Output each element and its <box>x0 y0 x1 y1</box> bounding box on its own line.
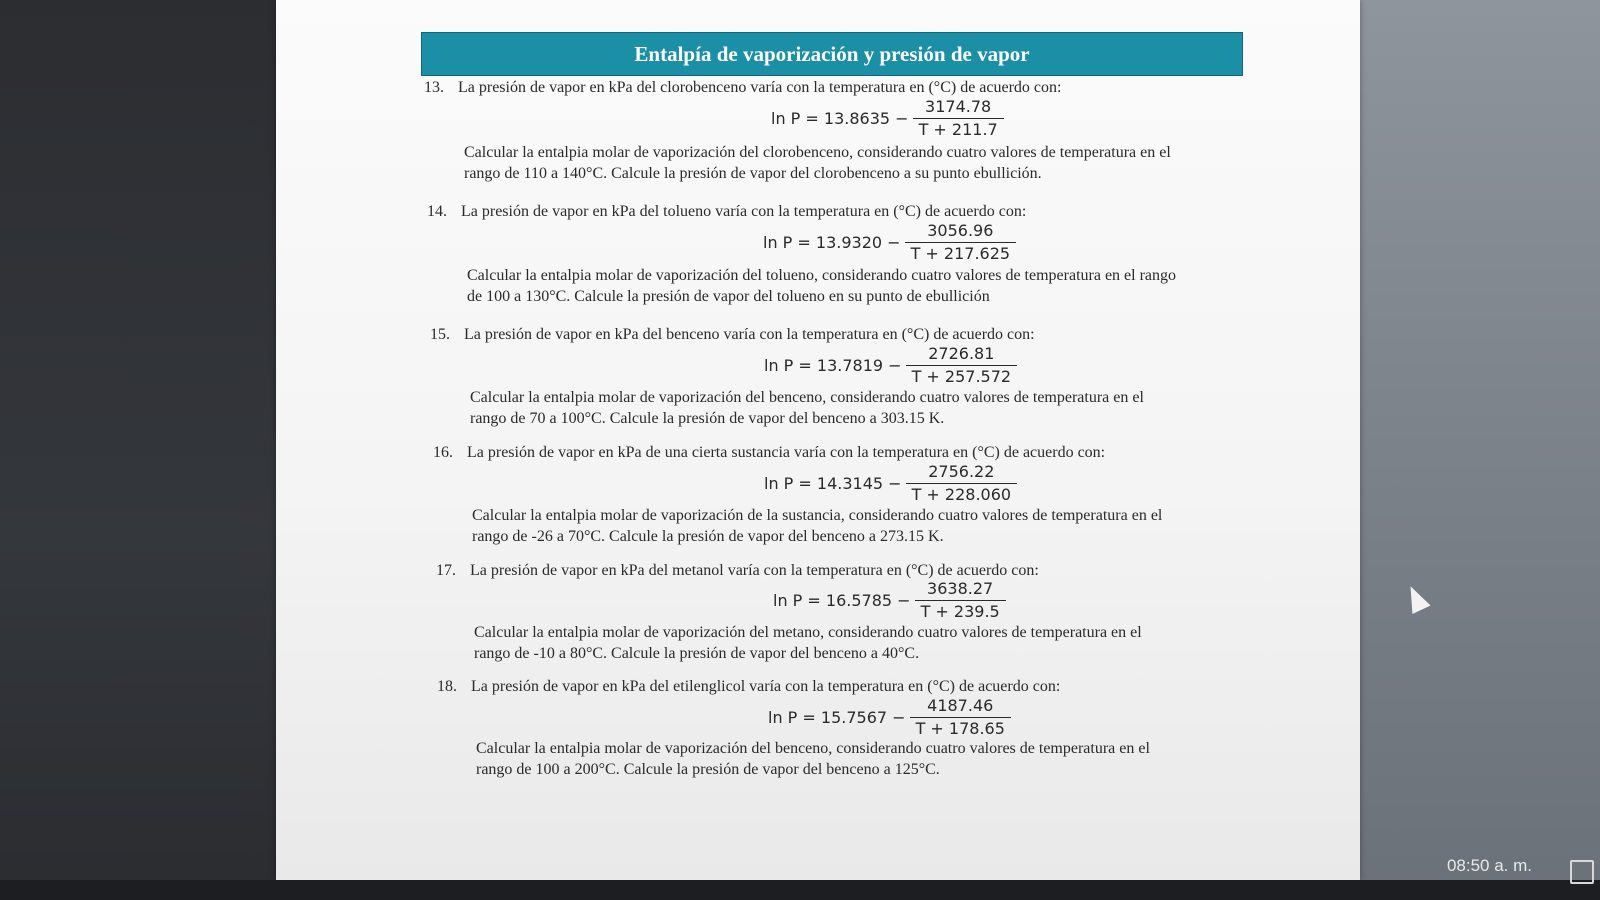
fraction-numerator: 2726.81 <box>928 344 995 363</box>
problem-statement: La presión de vapor en kPa del tolueno varía con la temperatura en (°C) de acuerdo con: <box>461 203 1027 220</box>
equation-lhs: ln P = 16.5785 − <box>773 591 911 610</box>
equation-fraction <box>913 96 1004 141</box>
task-line: rango de -26 a 70°C. Calcule la presión de vapor del benceno a 273.15 K. <box>472 528 944 545</box>
fraction-numerator: 2756.22 <box>928 462 995 481</box>
problem-13 <box>424 78 1061 98</box>
problem-15 <box>430 325 1035 345</box>
task-line: rango de 100 a 200°C. Calcule la presión de vapor del benceno a 125°C. <box>476 761 940 778</box>
problem-statement: La presión de vapor en kPa del metanol varía con la temperatura en (°C) de acuerdo con: <box>470 562 1039 579</box>
problem-task <box>467 265 1247 307</box>
equation-fraction <box>910 695 1011 740</box>
task-line: Calcular la entalpia molar de vaporización del benceno, considerando cuatro valores de temperatura en el <box>476 740 1150 757</box>
problem-number: 13. <box>424 79 444 96</box>
equation-lhs: ln P = 15.7567 − <box>768 708 906 727</box>
problem-statement: La presión de vapor en kPa del benceno varía con la temperatura en (°C) de acuerdo con: <box>464 326 1035 343</box>
fraction-denominator: T + 178.65 <box>910 717 1011 740</box>
task-line: rango de -10 a 80°C. Calcule la presión de vapor del benceno a 40°C. <box>474 645 920 662</box>
problem-statement: La presión de vapor en kPa del etilenglicol varía con la temperatura en (°C) de acuerdo con: <box>471 678 1061 695</box>
notification-icon[interactable] <box>1570 860 1594 884</box>
document-page <box>276 0 1360 880</box>
desk-background-left <box>0 0 280 900</box>
equation-fraction <box>906 343 1018 388</box>
fraction-denominator: T + 239.5 <box>915 600 1006 623</box>
problem-task <box>472 505 1252 547</box>
equation <box>773 578 1006 623</box>
task-line: Calcular la entalpia molar de vaporización de la sustancia, considerando cuatro valores de temperatura en el <box>472 507 1163 524</box>
taskbar <box>0 880 1600 900</box>
fraction-numerator: 4187.46 <box>927 696 994 715</box>
fraction-numerator: 3638.27 <box>927 579 994 598</box>
equation <box>764 461 1017 506</box>
task-line: rango de 110 a 140°C. Calcule la presión de vapor del clorobenceno a su punto ebullición. <box>464 165 1042 182</box>
fraction-denominator: T + 228.060 <box>906 483 1018 506</box>
task-line: Calcular la entalpia molar de vaporización del metano, considerando cuatro valores de temperatura en el <box>474 624 1142 641</box>
equation-lhs: ln P = 13.8635 − <box>771 109 909 128</box>
problem-task <box>464 142 1244 184</box>
equation-lhs: ln P = 13.9320 − <box>763 233 901 252</box>
taskbar-clock[interactable]: 08:50 a. m. <box>1446 856 1532 875</box>
problem-number: 18. <box>437 678 457 695</box>
problem-16 <box>433 443 1105 463</box>
equation <box>764 343 1017 388</box>
problem-number: 15. <box>430 326 450 343</box>
problem-number: 16. <box>433 444 453 461</box>
fraction-denominator: T + 257.572 <box>906 365 1018 388</box>
equation-fraction <box>906 461 1018 506</box>
problem-14 <box>427 202 1026 222</box>
problem-18 <box>437 677 1060 697</box>
problem-statement: La presión de vapor en kPa del clorobenceno varía con la temperatura en (°C) de acuerdo con: <box>458 79 1062 96</box>
task-line: de 100 a 130°C. Calcule la presión de vapor del tolueno en su punto de ebullición <box>467 288 990 305</box>
equation <box>771 96 1004 141</box>
problem-task <box>470 387 1250 429</box>
section-title: Entalpía de vaporización y presión de vapor <box>421 32 1243 76</box>
fraction-denominator: T + 211.7 <box>913 118 1004 141</box>
problem-task <box>476 738 1256 780</box>
equation <box>763 220 1016 265</box>
problem-number: 17. <box>436 562 456 579</box>
fraction-denominator: T + 217.625 <box>905 242 1017 265</box>
problem-statement: La presión de vapor en kPa de una cierta sustancia varía con la temperatura en (°C) de acuerdo con: <box>467 444 1106 461</box>
equation-fraction <box>905 220 1017 265</box>
task-line: Calcular la entalpia molar de vaporización del tolueno, considerando cuatro valores de temperatura en el rango <box>467 267 1177 284</box>
task-line: Calcular la entalpia molar de vaporización del benceno, considerando cuatro valores de temperatura en el <box>470 389 1144 406</box>
equation-lhs: ln P = 13.7819 − <box>764 356 902 375</box>
task-line: Calcular la entalpia molar de vaporización del clorobenceno, considerando cuatro valores de temperatura en el <box>464 144 1171 161</box>
problem-number: 14. <box>427 203 447 220</box>
desk-background-right <box>1340 0 1600 900</box>
problem-task <box>474 622 1254 664</box>
equation-lhs: ln P = 14.3145 − <box>764 474 902 493</box>
fraction-numerator: 3174.78 <box>925 97 992 116</box>
task-line: rango de 70 a 100°C. Calcule la presión de vapor del benceno a 303.15 K. <box>470 410 945 427</box>
equation-fraction <box>915 578 1006 623</box>
equation <box>768 695 1011 740</box>
fraction-numerator: 3056.96 <box>927 221 994 240</box>
